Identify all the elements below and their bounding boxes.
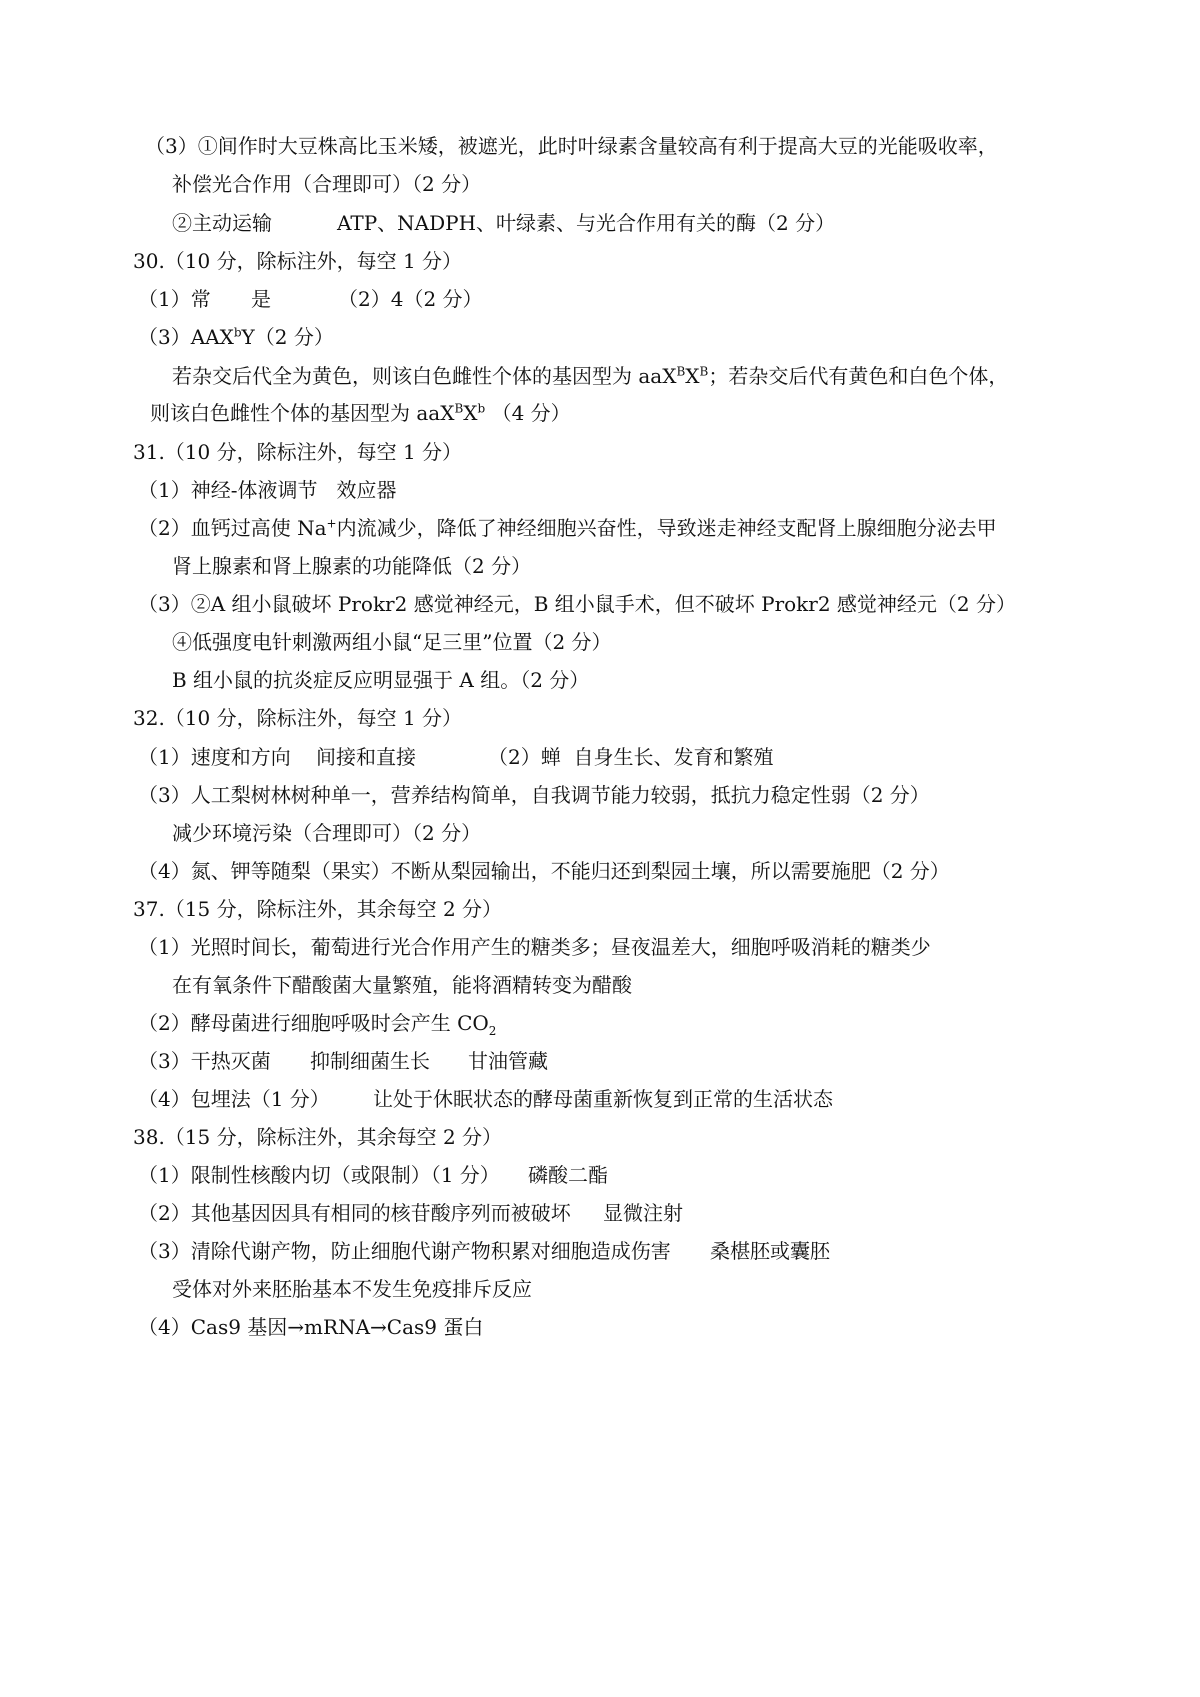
q29-part3-sub2-b: ATP、NADPH、叶绿素、与光合作用有关的酶（2 分）	[337, 211, 836, 235]
q30-part3-line3-sup1: B	[454, 401, 464, 416]
q38-part3-a: （3）清除代谢产物，防止细胞代谢产物积累对细胞造成伤害	[138, 1239, 671, 1263]
q30-part3-post: Y（2 分）	[241, 325, 334, 349]
q37-part3-c: 甘油管藏	[468, 1049, 548, 1073]
q30-part3-line3-c: （4 分）	[485, 401, 571, 425]
q30-part1-a: （1）常	[138, 287, 211, 311]
q37-part4-a: （4）包埋法（1 分）	[138, 1087, 330, 1111]
q31-part3-line1: （3）②A 组小鼠破坏 Prokr2 感觉神经元，B 组小鼠手术，但不破坏 Prokr2 感觉神经元（2 分）	[138, 592, 1017, 616]
q32-part4: （4）氮、钾等随梨（果实）不断从梨园输出，不能归还到梨园土壤，所以需要施肥（2 分）	[138, 859, 950, 883]
q37-part4-b: 让处于休眠状态的酵母菌重新恢复到正常的生活状态	[373, 1087, 833, 1111]
q38-header: 38.（15 分，除标注外，其余每空 2 分）	[133, 1125, 503, 1149]
q31-part3-line3: B 组小鼠的抗炎症反应明显强于 A 组。（2 分）	[172, 668, 590, 692]
q38-part1-b: 磷酸二酯	[528, 1163, 608, 1187]
q38-part2-a: （2）其他基因因具有相同的核苷酸序列而被破坏	[138, 1201, 571, 1225]
q30-part3-line3-b: X	[463, 401, 478, 425]
q37-header: 37.（15 分，除标注外，其余每空 2 分）	[133, 897, 503, 921]
q32-part3-line1: （3）人工梨树林树种单一，营养结构简单，自我调节能力较弱，抵抗力稳定性弱（2 分）	[138, 783, 930, 807]
q37-part3-a: （3）干热灭菌	[138, 1049, 271, 1073]
q32-part1-a: （1）速度和方向	[138, 745, 291, 769]
q31-part1: （1）神经-体液调节 效应器	[138, 478, 397, 502]
q30-part3-pre: （3）AAX	[138, 325, 234, 349]
q29-part3-line2: 补偿光合作用（合理即可）（2 分）	[172, 172, 482, 196]
q30-part3-line3	[150, 400, 571, 426]
q30-part3-line3-sup2: b	[477, 401, 486, 416]
q37-part2-a: （2）酵母菌进行细胞呼吸时会产生 CO	[138, 1011, 489, 1035]
q30-part3-line2-sup2: B	[699, 364, 709, 379]
q29-part3-sub2-a: ②主动运输	[172, 211, 272, 235]
q30-part3-line3-a: 则该白色雌性个体的基因型为 aaX	[150, 401, 455, 425]
q30-part3-line2	[172, 363, 1008, 389]
q37-part2	[138, 1010, 496, 1036]
q37-part2-sub: 2	[488, 1024, 497, 1038]
q37-part1-line1: （1）光照时间长，葡萄进行光合作用产生的糖类多；昼夜温差大，细胞呼吸消耗的糖类少	[138, 935, 931, 959]
q30-part3-line2-c: ；若杂交后代有黄色和白色个体，	[708, 364, 1009, 388]
q30-part3-sup: b	[233, 325, 242, 340]
q31-part2-line1-sup: +	[326, 516, 337, 531]
q30-header: 30.（10 分，除标注外，每空 1 分）	[133, 249, 463, 273]
q31-part3-line2: ④低强度电针刺激两组小鼠“足三里”位置（2 分）	[172, 630, 612, 654]
q32-part2: （2）蝉 自身生长、发育和繁殖	[488, 745, 774, 769]
q30-part1	[138, 286, 738, 416]
q32-header: 32.（10 分，除标注外，每空 1 分）	[133, 706, 463, 730]
q32-part1-b: 间接和直接	[316, 745, 416, 769]
q30-part3-line2-sup1: B	[676, 364, 686, 379]
q31-header: 31.（10 分，除标注外，每空 1 分）	[133, 440, 463, 464]
q32-part1	[138, 744, 938, 874]
q31-part2-line2: 肾上腺素和肾上腺素的功能降低（2 分）	[172, 554, 532, 578]
q32-part3-line2: 减少环境污染（合理即可）（2 分）	[172, 821, 482, 845]
q38-part3-b: 桑椹胚或囊胚	[710, 1239, 830, 1263]
q30-part2: （2）4（2 分）	[338, 287, 483, 311]
q38-part2-b: 显微注射	[603, 1201, 683, 1225]
q29-part3-line1: （3）①间作时大豆株高比玉米矮，被遮光，此时叶绿素含量较高有利于提高大豆的光能吸收率，	[145, 134, 998, 158]
q31-part2-line1-b: 内流减少，降低了神经细胞兴奋性，导致迷走神经支配肾上腺细胞分泌去甲	[336, 516, 997, 540]
q38-part1-a: （1）限制性核酸内切（或限制）（1 分）	[138, 1163, 500, 1187]
q30-part3	[138, 324, 334, 350]
q37-part3-b: 抑制细菌生长	[310, 1049, 430, 1073]
q31-part2-line1	[138, 515, 997, 541]
q38-part4: （4）Cas9 基因→mRNA→Cas9 蛋白	[138, 1315, 484, 1339]
q38-part3-line2: 受体对外来胚胎基本不发生免疫排斥反应	[172, 1277, 532, 1301]
q30-part3-line2-a: 若杂交后代全为黄色，则该白色雌性个体的基因型为 aaX	[172, 364, 677, 388]
q30-part3-line2-b: X	[685, 364, 700, 388]
q30-part1-b: 是	[251, 287, 271, 311]
q37-part1-line2: 在有氧条件下醋酸菌大量繁殖，能将酒精转变为醋酸	[172, 973, 632, 997]
q31-part2-line1-a: （2）血钙过高使 Na	[138, 516, 327, 540]
